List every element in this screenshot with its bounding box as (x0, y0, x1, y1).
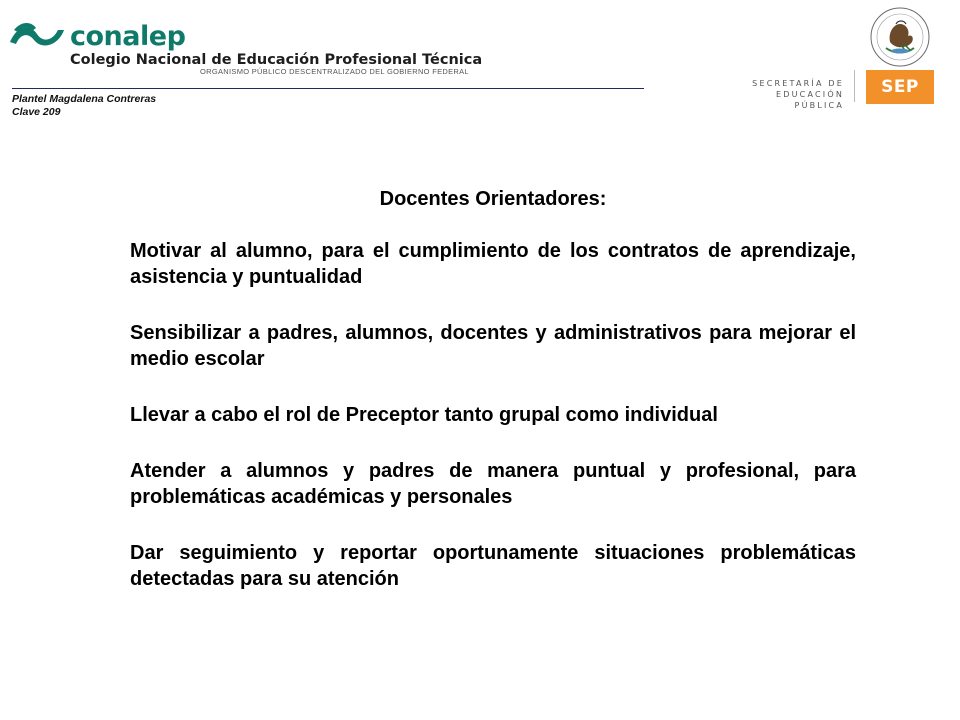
institution-name: Colegio Nacional de Educación Profesional Técnica (70, 52, 483, 68)
secretaria-label (736, 78, 844, 111)
mexican-coat-of-arms-icon (866, 4, 934, 70)
plantel-name: Plantel Magdalena Contreras (12, 93, 157, 105)
sep-logo (736, 4, 936, 110)
brand-name: conalep (70, 21, 186, 52)
paragraph-5: Dar seguimiento y reportar oportunamente situaciones problemáticas detectadas para su atención (130, 542, 856, 590)
plantel-info (12, 93, 156, 119)
paragraph-3: Llevar a cabo el rol de Preceptor tanto grupal como individual (130, 404, 718, 426)
paragraph-1: Motivar al alumno, para el cumplimiento de los contratos de aprendizaje, asistencia y puntualidad (130, 240, 856, 288)
organism-subtitle: ORGANISMO PÚBLICO DESCENTRALIZADO DEL GOBIERNO FEDERAL (200, 67, 469, 76)
header-divider (12, 88, 644, 89)
sep-divider (854, 70, 855, 102)
main-content (130, 186, 856, 622)
conalep-logo-icon (8, 20, 66, 50)
secretaria-line-2: EDUCACIÓN PÚBLICA (775, 90, 844, 110)
plantel-clave: Clave 209 (12, 106, 61, 118)
sep-badge: SEP (866, 70, 934, 104)
paragraph-2: Sensibilizar a padres, alumnos, docentes y administrativos para mejorar el medio escolar (130, 322, 856, 370)
conalep-logo (8, 18, 488, 78)
paragraph-4: Atender a alumnos y padres de manera puntual y profesional, para problemáticas académicas y personales (130, 460, 856, 508)
secretaria-line-1: SECRETARÍA DE (752, 79, 844, 88)
page-title: Docentes Orientadores: (379, 188, 607, 210)
